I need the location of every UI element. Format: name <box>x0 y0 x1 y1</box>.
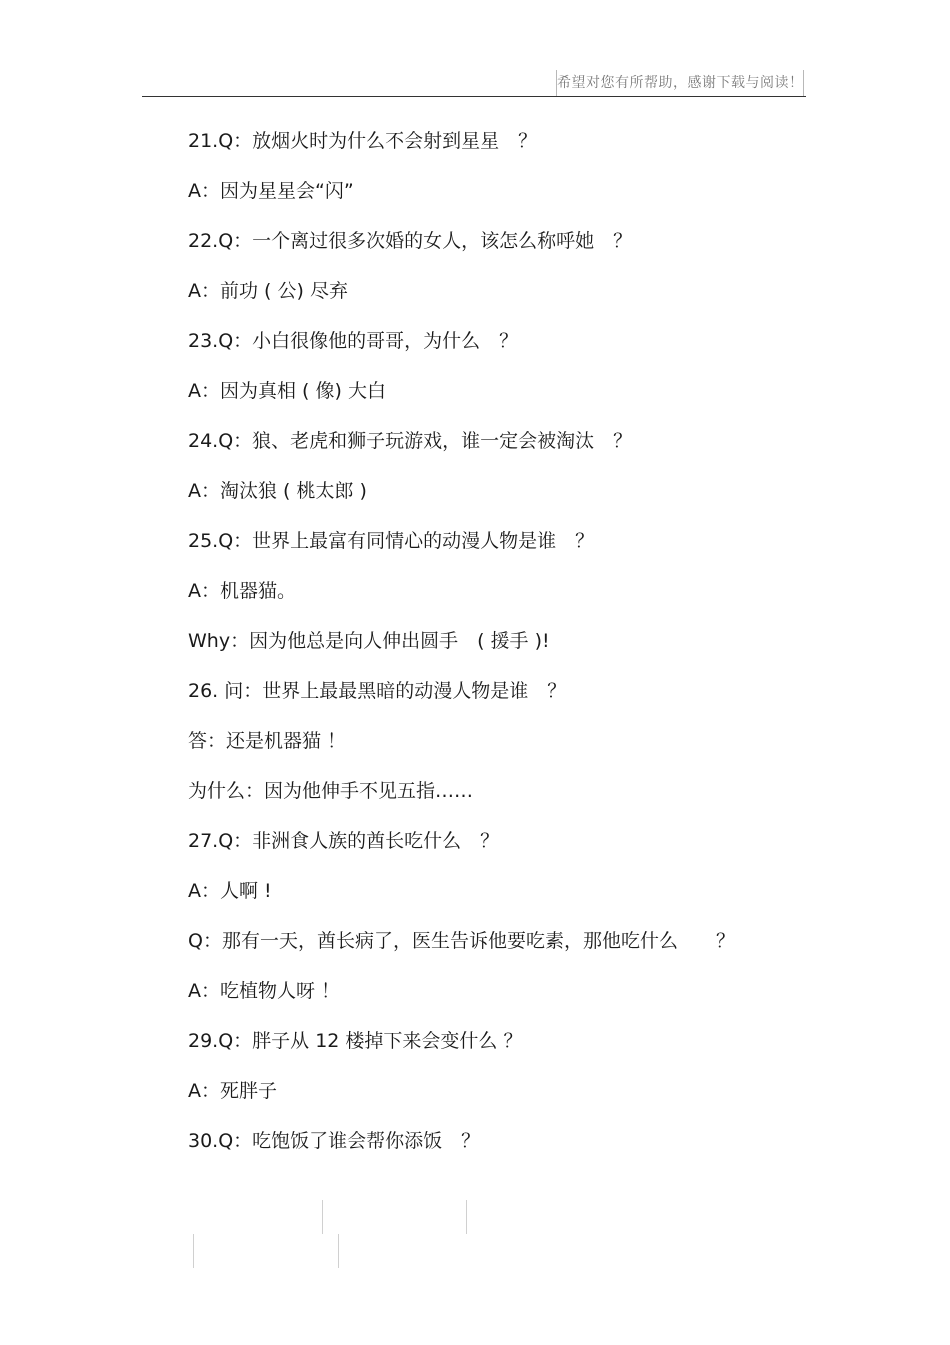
text-line: A：死胖子 <box>188 1080 277 1102</box>
table-border-line <box>322 1200 323 1234</box>
text-line: A：因为星星会“闪” <box>188 180 354 202</box>
table-border-line <box>466 1200 467 1234</box>
text-line: 答：还是机器猫 ！ <box>188 730 347 752</box>
text-line: 26. 问：世界上最最黑暗的动漫人物是谁 ？ <box>188 680 567 702</box>
text-line: A：淘汰狼 ( 桃太郎 ) <box>188 480 367 502</box>
text-line: A：机器猫。 <box>188 580 296 602</box>
text-line: A：吃植物人呀 ！ <box>188 980 341 1002</box>
header-note: 希望对您有所帮助，感谢下载与阅读！ <box>556 70 804 96</box>
table-border-line <box>193 1234 194 1268</box>
text-line: 29.Q：胖子从 12 楼掉下来会变什么 ？ <box>188 1030 523 1052</box>
text-line: 27.Q：非洲食人族的酋长吃什么 ？ <box>188 830 500 852</box>
document-body <box>188 123 828 1173</box>
table-border-line <box>338 1234 339 1268</box>
text-line: Q：那有一天，酋长病了，医生告诉他要吃素，那他吃什么 ？ <box>188 930 735 952</box>
text-line: 30.Q：吃饱饭了谁会帮你添饭 ？ <box>188 1130 481 1152</box>
text-line: A：因为真相 ( 像) 大白 <box>188 380 386 402</box>
text-line: 23.Q：小白很像他的哥哥，为什么 ？ <box>188 330 519 352</box>
text-line: A：人啊 ! <box>188 880 272 902</box>
text-line: 24.Q：狼、老虎和狮子玩游戏，谁一定会被淘汰 ？ <box>188 430 633 452</box>
text-line: 22.Q：一个离过很多次婚的女人，该怎么称呼她 ？ <box>188 230 633 252</box>
text-line: Why：因为他总是向人伸出圆手 ( 援手 )! <box>188 630 550 652</box>
text-line: 为什么：因为他伸手不见五指…… <box>188 780 474 802</box>
text-line: A：前功 ( 公) 尽弃 <box>188 280 348 302</box>
text-line: 25.Q：世界上最富有同情心的动漫人物是谁 ？ <box>188 530 595 552</box>
header-rule <box>142 96 806 97</box>
text-line: 21.Q：放烟火时为什么不会射到星星 ？ <box>188 130 538 152</box>
